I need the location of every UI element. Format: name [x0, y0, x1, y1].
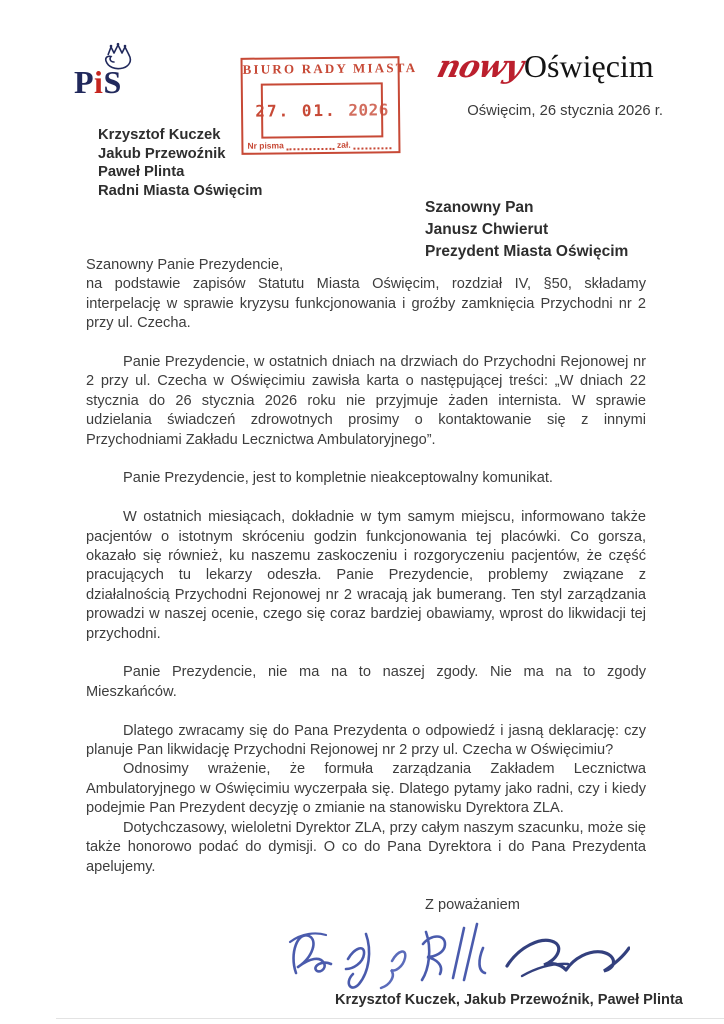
- body-paragraph: Dlatego zwracamy się do Pana Prezydenta o odpowiedź i jasną deklarację: czy planuje Pan likwidację Przychodni Rejonowej nr 2 przy ul. Czecha w Oświęcimiu?: [86, 722, 646, 759]
- sender-name: Jakub Przewoźnik: [98, 145, 226, 162]
- pis-letter-i: i: [94, 64, 104, 100]
- body-paragraph: na podstawie zapisów Statutu Miasta Oświęcim, rozdział IV, §50, składamy interpelację w sprawie kryzysu funkcjonowania i groźby zamknięcia Przychodni nr 2 przy ul. Czecha.: [86, 276, 646, 332]
- nowy-logo-serif-text: Oświęcim: [523, 48, 654, 84]
- stamp-dotted-line: [287, 141, 334, 150]
- body-salutation: Szanowny Panie Prezydencie,: [86, 257, 284, 273]
- sender-name: Krzysztof Kuczek: [98, 127, 221, 143]
- body-paragraph: Panie Prezydencie, nie ma na to naszej zgody. Nie ma na to zgody Mieszkańców.: [86, 664, 646, 700]
- scan-edge-shadow: [56, 1018, 724, 1019]
- body-paragraph: Odnosimy wrażenie, że formuła zarządzania Zakładem Lecznictwa Ambulatoryjnego w Oświęcimiu wyczerpała się. Dlatego pytamy jako radni, czy i kiedy podejmie Pan Prezydent decyzję o zmianie na stanowisku Dyrektora ZLA.: [86, 761, 646, 817]
- body-paragraph: W ostatnich miesiącach, dokładnie w tym samym miejscu, informowano także pacjentów o istotnym skróceniu godzin funkcjonowania tej placówki. Co gorsza, okazało się również, ku naszemu zaskoczeniu i rozgoryczeniu pacjentów, że część pracujących tu lekarzy odeszła. Panie Prezydencie, problemy związane z działalnością Przychodni Rejonowej nr 2 wracają jak bumerang. Ten styl zarządzania prowadzi w naszej ocenie, czego się coraz bardziej obawiamy, wprost do likwidacji tej przychodni.: [86, 509, 646, 642]
- nowy-oswiecim-logo: [433, 48, 654, 85]
- recipient-title: Prezydent Miasta Oświęcim: [425, 243, 629, 260]
- pis-wordmark: [74, 66, 122, 98]
- recipient-block: [425, 197, 628, 263]
- stamp-date-box: [255, 82, 389, 138]
- signatories-line: Krzysztof Kuczek, Jakub Przewoźnik, Paweł Plinta: [335, 992, 683, 1009]
- pis-letter-p: P: [74, 64, 95, 100]
- body-paragraph: Panie Prezydencie, w ostatnich dniach na drzwiach do Przychodni Rejonowej nr 2 przy ul. Czecha w Oświęcimiu zawisła karta o następującej treści: „W dniach 22 stycznia do 26 stycznia 2026 roku nie przyjmuje żaden internista. W sprawie udzielania świadczeń zdrowotnych prosimy o kontaktowanie się z innymi Przychodniami Zakładu Lecznictwa Ambulatoryjnego”.: [86, 354, 646, 448]
- stamp-zal-label: zał.: [336, 139, 351, 150]
- valediction: Z poważaniem: [425, 896, 520, 913]
- stamp-reference-row: [247, 139, 394, 151]
- handwritten-signature: [286, 921, 630, 991]
- stamp-nr-pisma-label: Nr pisma: [247, 140, 284, 151]
- stamp-dotted-line: [354, 140, 392, 149]
- sender-name: Paweł Plinta: [98, 164, 185, 180]
- registry-stamp: [240, 56, 418, 155]
- pis-letter-s: S: [103, 64, 122, 100]
- recipient-name: Janusz Chwierut: [425, 221, 549, 238]
- stamp-date-day-month: 27. 01.: [255, 100, 337, 121]
- body-paragraph: Dotychczasowy, wieloletni Dyrektor ZLA, przy całym naszym szacunku, może się także honorowo podać do dymisji. O co do Pana Dyrektora i do Pana Prezydenta apelujemy.: [86, 819, 646, 875]
- stamp-date-year: 2026: [348, 100, 389, 120]
- recipient-salutation: Szanowny Pan: [425, 199, 534, 216]
- sender-block: [98, 126, 262, 200]
- place-date-line: Oświęcim, 26 stycznia 2026 r.: [467, 103, 663, 119]
- pis-logo: [74, 42, 144, 100]
- sender-role: Radni Miasta Oświęcim: [98, 182, 263, 199]
- body-paragraph: Panie Prezydencie, jest to kompletnie nieakceptowalny komunikat.: [123, 470, 553, 487]
- stamp-date: [255, 100, 389, 120]
- closing-block: [86, 896, 683, 1011]
- nowy-logo-red-script: nowy: [433, 49, 527, 85]
- stamp-office-title: BIURO RADY MIASTA: [242, 59, 418, 77]
- letter-body: [86, 256, 683, 1011]
